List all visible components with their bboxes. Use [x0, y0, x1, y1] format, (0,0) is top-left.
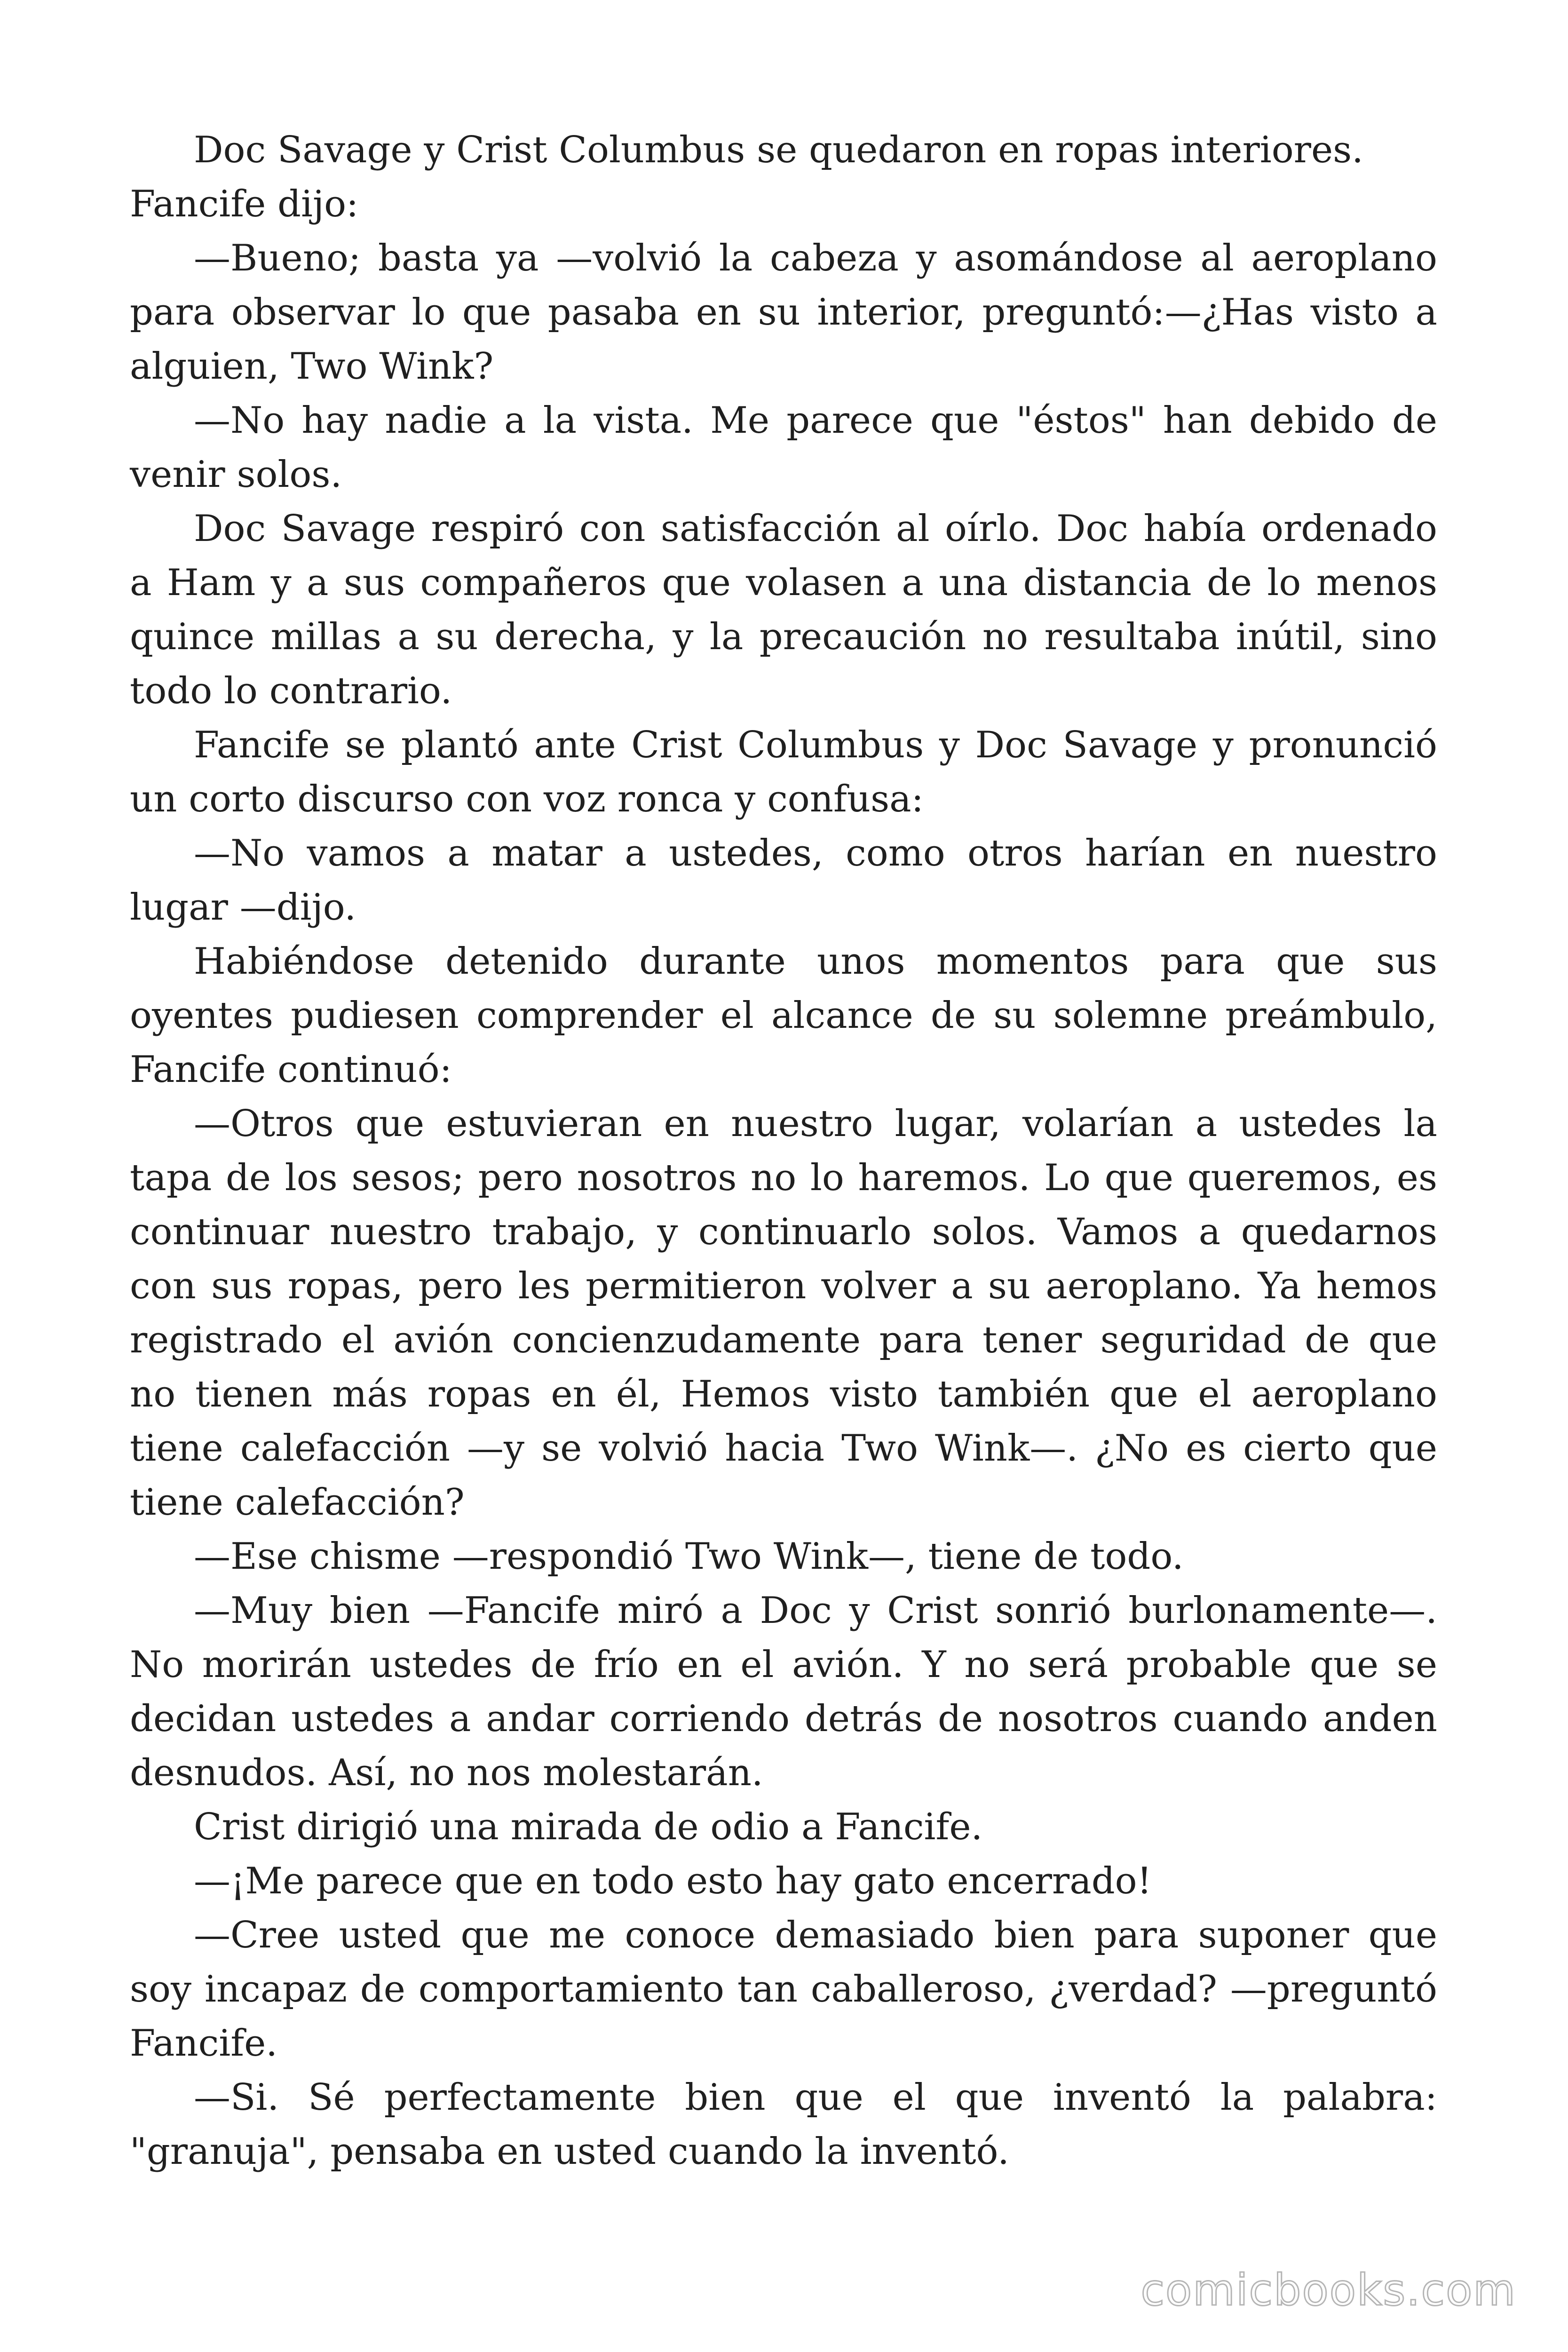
paragraph: —No hay nadie a la vista. Me parece que "éstos" han debido de venir solos. — [130, 399, 1437, 496]
paragraph: Habiéndose detenido durante unos momentos para que sus oyentes pudiesen comprender el alcance de su solemne preámbulo, Fancife continuó: — [130, 940, 1437, 1091]
paragraph: Doc Savage respiró con satisfacción al oírlo. Doc había ordenado a Ham y a sus compañeros que volasen a una distancia de lo menos quince millas a su derecha, y la precaución no resultaba inútil, sino todo lo contrario. — [130, 508, 1437, 712]
paragraph: —¡Me parece que en todo esto hay gato encerrado! — [194, 1860, 1152, 1902]
paragraph: —Si. Sé perfectamente bien que el que inventó la palabra: "granuja", pensaba en usted cuando la inventó. — [130, 2076, 1437, 2173]
paragraph: —Muy bien —Fancife miró a Doc y Crist sonrió burlonamente—. No morirán ustedes de frío en el avión. Y no será probable que se decidan ustedes a andar corriendo detrás de nosotros cuando anden desnudos. Así, no nos molestarán. — [130, 1589, 1437, 1794]
paragraph: —Otros que estuvieran en nuestro lugar, volarían a ustedes la tapa de los sesos; pero nosotros no lo haremos. Lo que queremos, es continuar nuestro trabajo, y continuarlo solos. Vamos a quedarnos con sus ropas, pero les permitieron volver a su aeroplano. Ya hemos registrado el avión concienzudamente para tener seguridad de que no tienen más ropas en él, Hemos visto también que el aeroplano tiene calefacción —y se volvió hacia Two Wink—. ¿No es cierto que tiene calefacción? — [130, 1103, 1437, 1524]
paragraph: Crist dirigió una mirada de odio a Fancife. — [194, 1806, 983, 1848]
paragraph: —Cree usted que me conoce demasiado bien para suponer que soy incapaz de comportamiento tan caballeroso, ¿verdad? —preguntó Fancife. — [130, 1914, 1437, 2065]
page-body-text — [130, 123, 1437, 2179]
paragraph: Fancife dijo: — [130, 183, 359, 225]
paragraph: —Ese chisme —respondió Two Wink—, tiene de todo. — [194, 1535, 1184, 1578]
paragraph: Fancife se plantó ante Crist Columbus y Doc Savage y pronunció un corto discurso con voz ronca y confusa: — [130, 724, 1437, 820]
paragraph: —Bueno; basta ya —volvió la cabeza y asomándose al aeroplano para observar lo que pasaba en su interior, preguntó:—¿Has visto a alguien, Two Wink? — [130, 237, 1437, 388]
paragraph: Doc Savage y Crist Columbus se quedaron en ropas interiores. — [194, 129, 1363, 171]
paragraph: —No vamos a matar a ustedes, como otros harían en nuestro lugar —dijo. — [130, 832, 1437, 929]
watermark: comicbooks.com — [1140, 2265, 1516, 2315]
